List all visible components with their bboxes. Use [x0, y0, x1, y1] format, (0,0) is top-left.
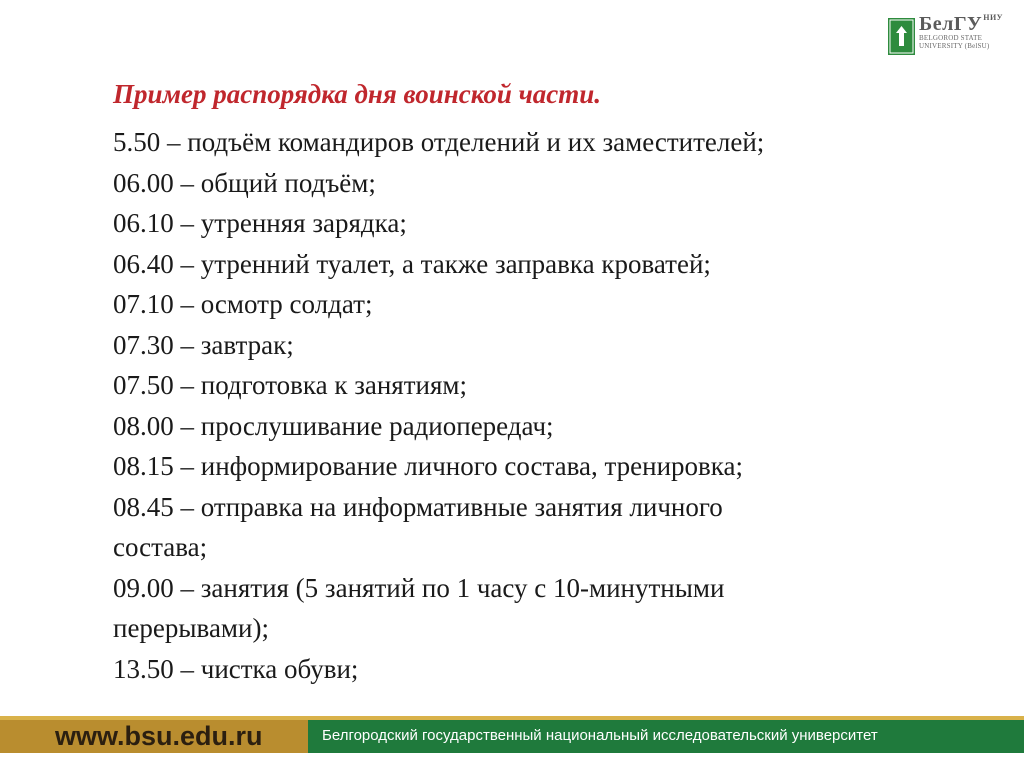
schedule-line: состава;: [113, 532, 208, 562]
logo-mark: БелГУ$^{НИУ}$: [919, 13, 1004, 35]
schedule-line: 07.50 – подготовка к занятиям;: [113, 370, 467, 400]
schedule-line: 06.40 – утренний туалет, а также заправка кроватей;: [113, 248, 711, 279]
slide-content: [113, 78, 993, 689]
schedule-line: 13.50 – чистка обуви;: [113, 653, 359, 684]
shield-icon: [888, 18, 915, 55]
footer-bar: [0, 720, 1024, 753]
footer-name-panel: [308, 720, 1024, 753]
schedule-line: 07.30 – завтрак;: [113, 329, 294, 360]
schedule-line: 5.50 – подъём командиров отделений и их заместителей;: [113, 127, 765, 157]
slide-title: Пример распорядка дня воинской части.: [113, 79, 602, 109]
schedule-line: 06.10 – утренняя зарядка;: [113, 208, 407, 238]
schedule-line: 07.10 – осмотр солдат;: [113, 289, 373, 319]
logo-line-1: BELGOROD STATE: [919, 34, 983, 42]
university-logo: [888, 14, 1020, 70]
schedule-line: 08.45 – отправка на информативные занятия личного: [113, 491, 723, 522]
logo-text: [919, 14, 1019, 50]
footer-url: www.bsu.edu.ru: [55, 721, 263, 751]
schedule-line: 08.00 – прослушивание радиопередач;: [113, 410, 554, 441]
logo-line-2: UNIVERSITY (BelSU): [919, 42, 990, 50]
logo-superscript: НИУ: [983, 13, 1004, 22]
schedule-line: 08.15 – информирование личного состава, тренировка;: [113, 451, 743, 481]
footer-url-panel: [0, 720, 308, 753]
footer-university-name: Белгородский государственный национальный исследовательский университет: [322, 727, 878, 744]
schedule-line: 09.00 – занятия (5 занятий по 1 часу с 10-минутными: [113, 572, 725, 603]
schedule-line: 06.00 – общий подъём;: [113, 167, 376, 198]
schedule-list: [113, 122, 993, 689]
schedule-line: перерывами);: [113, 613, 269, 643]
